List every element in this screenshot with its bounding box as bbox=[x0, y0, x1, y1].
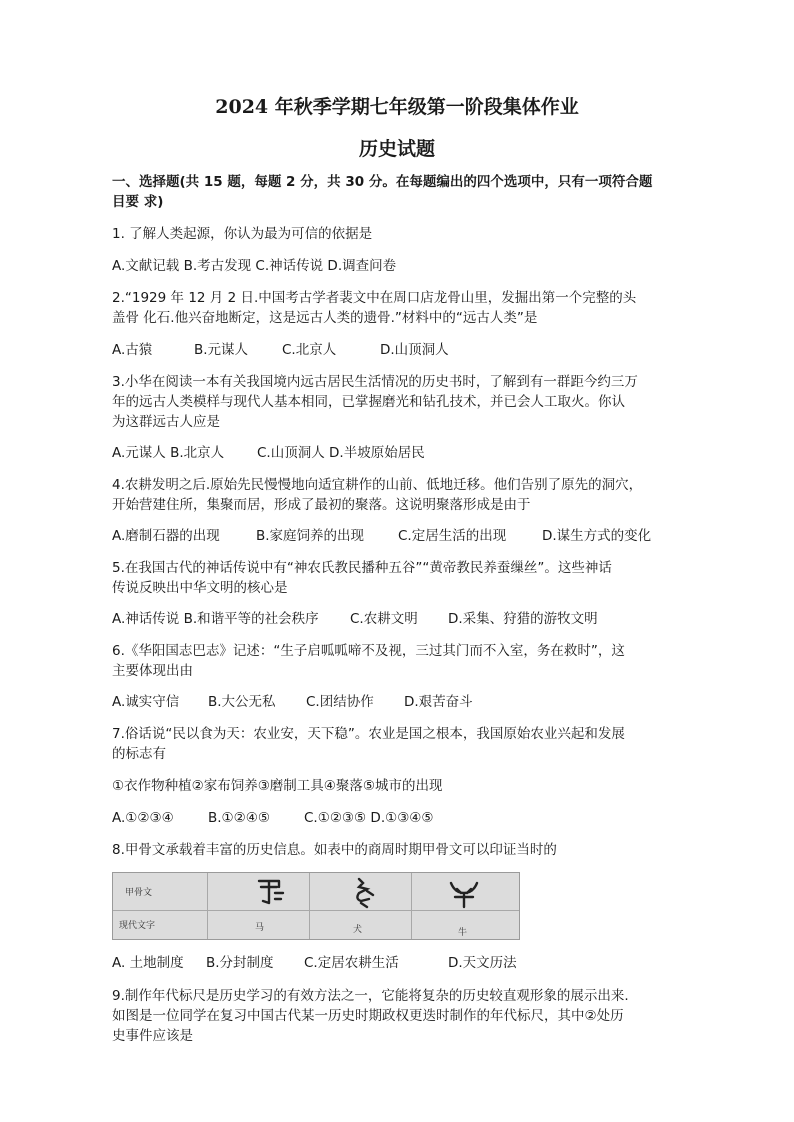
exam-title: 2024 年秋季学期七年级第一阶段集体作业 bbox=[215, 96, 579, 118]
q7-stem-line2: 的标志有 bbox=[112, 746, 166, 762]
q7-option-b: B.①②④⑤ bbox=[208, 810, 270, 826]
q7-option-a: A.①②③④ bbox=[112, 810, 174, 826]
q6-option-d: D.艰苦奋斗 bbox=[404, 694, 473, 710]
q8-option-a: A. 土地制度 bbox=[112, 955, 184, 971]
q2-options bbox=[112, 340, 449, 360]
q5-stem-line2: 传说反映出中华文明的核心是 bbox=[112, 580, 288, 596]
section-heading bbox=[112, 172, 692, 212]
q8-option-b: B.分封制度 bbox=[206, 955, 274, 971]
q7-options bbox=[112, 808, 434, 828]
modern-char-dog: 犬 bbox=[353, 925, 363, 935]
q4-option-a: A.磨制石器的出现 bbox=[112, 528, 220, 544]
q7-stem-line1: 7.俗话说“民以食为天：农业安，天下稳”。农业是国之根本，我国原始农业兴起和发展 bbox=[112, 726, 625, 742]
q3-option-cd: C.山顶洞人 D.半坡原始居民 bbox=[257, 445, 425, 461]
q6-options bbox=[112, 692, 473, 712]
q8-options bbox=[112, 953, 517, 973]
oracle-bone-table bbox=[112, 872, 520, 940]
q7-items: ①衣作物种植②家布饲养③磨制工具④聚落⑤城市的出现 bbox=[112, 778, 443, 794]
q5-option-d: D.采集、狩猎的游牧文明 bbox=[448, 611, 598, 627]
q8-stem: 8.甲骨文承载着丰富的历史信息。如表中的商周时期甲骨文可以印证当时的 bbox=[112, 842, 557, 858]
q2-option-a: A.古猿 bbox=[112, 342, 153, 358]
q2-option-d: D.山顶洞人 bbox=[380, 342, 449, 358]
oracle-horse-glyph bbox=[253, 877, 289, 907]
q7-option-cd: C.①②③⑤ D.①③④⑤ bbox=[304, 810, 434, 826]
q8-option-d: D.天文历法 bbox=[448, 955, 517, 971]
q3-stem-line2: 年的远古人类模样与现代人基本相同，已掌握磨光和钻孔技术，并已会人工取火。你认 bbox=[112, 394, 625, 410]
q4-stem-line2: 开始营建住所，集聚而居，形成了最初的聚落。这说明聚落形成是由于 bbox=[112, 497, 531, 513]
q3-option-ab: A.元谋人 B.北京人 bbox=[112, 445, 225, 461]
modern-char-horse: 马 bbox=[255, 923, 265, 933]
q5-stem-line1: 5.在我国古代的神话传说中有“神农氏教民播种五谷”“黄帝教民养蚕缫丝”。这些神话 bbox=[112, 560, 612, 576]
q2-stem-line1: 2.“1929 年 12 月 2 日.中国考古学者裴文中在周口店龙骨山里，发掘出第一个完整的头 bbox=[112, 290, 637, 306]
section-heading-line1: 一、选择题(共 15 题，每题 2 分，共 30 分。在每题编出的四个选项中，只有一项符合题 bbox=[112, 174, 653, 190]
q1-options: A.文献记载 B.考古发现 C.神话传说 D.调查问卷 bbox=[112, 258, 397, 274]
section-heading-line2: 目要 求) bbox=[112, 194, 164, 210]
q4-option-c: C.定居生活的出现 bbox=[398, 528, 507, 544]
exam-subtitle: 历史试题 bbox=[358, 138, 435, 160]
q4-stem-line1: 4.农耕发明之后.原始先民慢慢地向适宜耕作的山前、低地迁移。他们告别了原先的洞穴， bbox=[112, 477, 643, 493]
oracle-ox-glyph bbox=[447, 879, 481, 909]
q2-option-c: C.北京人 bbox=[282, 342, 337, 358]
q9-stem-line1: 9.制作年代标尺是历史学习的有效方法之一，它能将复杂的历史较直观形象的展示出来. bbox=[112, 988, 629, 1004]
q2-stem-line2: 盖骨 化石.他兴奋地断定，这是远古人类的遗骨.”材料中的“远古人类”是 bbox=[112, 310, 538, 326]
q6-stem-line1: 6.《华阳国志巴志》记述：“生子启呱呱啼不及视，三过其门而不入室，务在救时”，这 bbox=[112, 643, 625, 659]
q4-option-b: B.家庭饲养的出现 bbox=[256, 528, 365, 544]
q1-stem: 1. 了解人类起源，你认为最为可信的依据是 bbox=[112, 226, 373, 242]
q3-stem-line3: 为这群远古人应是 bbox=[112, 414, 220, 430]
q3-stem-line1: 3.小华在阅读一本有关我国境内远古居民生活情况的历史书时，了解到有一群距今约三万 bbox=[112, 374, 638, 390]
q6-option-a: A.诚实守信 bbox=[112, 694, 180, 710]
q6-option-b: B.大公无私 bbox=[208, 694, 276, 710]
q9-stem-line3: 史事件应该是 bbox=[112, 1028, 193, 1044]
table-row2-label: 现代文字 bbox=[119, 921, 156, 931]
q5-option-c: C.农耕文明 bbox=[350, 611, 418, 627]
q2-option-b: B.元谋人 bbox=[194, 342, 249, 358]
table-row1-label: 甲骨文 bbox=[125, 888, 153, 898]
q9-stem-line2: 如图是一位同学在复习中国古代某一历史时期政权更迭时制作的年代标尺，其中②处历 bbox=[112, 1008, 624, 1024]
oracle-dog-glyph bbox=[349, 877, 379, 909]
q5-option-ab: A.神话传说 B.和谐平等的社会秩序 bbox=[112, 611, 319, 627]
q3-options bbox=[112, 443, 425, 463]
q4-option-d: D.谋生方式的变化 bbox=[542, 528, 652, 544]
q6-option-c: C.团结协作 bbox=[306, 694, 374, 710]
q8-option-c: C.定居农耕生活 bbox=[304, 955, 399, 971]
q5-options bbox=[112, 609, 598, 629]
q6-stem-line2: 主要体现出由 bbox=[112, 663, 193, 679]
modern-char-ox: 牛 bbox=[458, 928, 468, 938]
q4-options bbox=[112, 526, 651, 546]
